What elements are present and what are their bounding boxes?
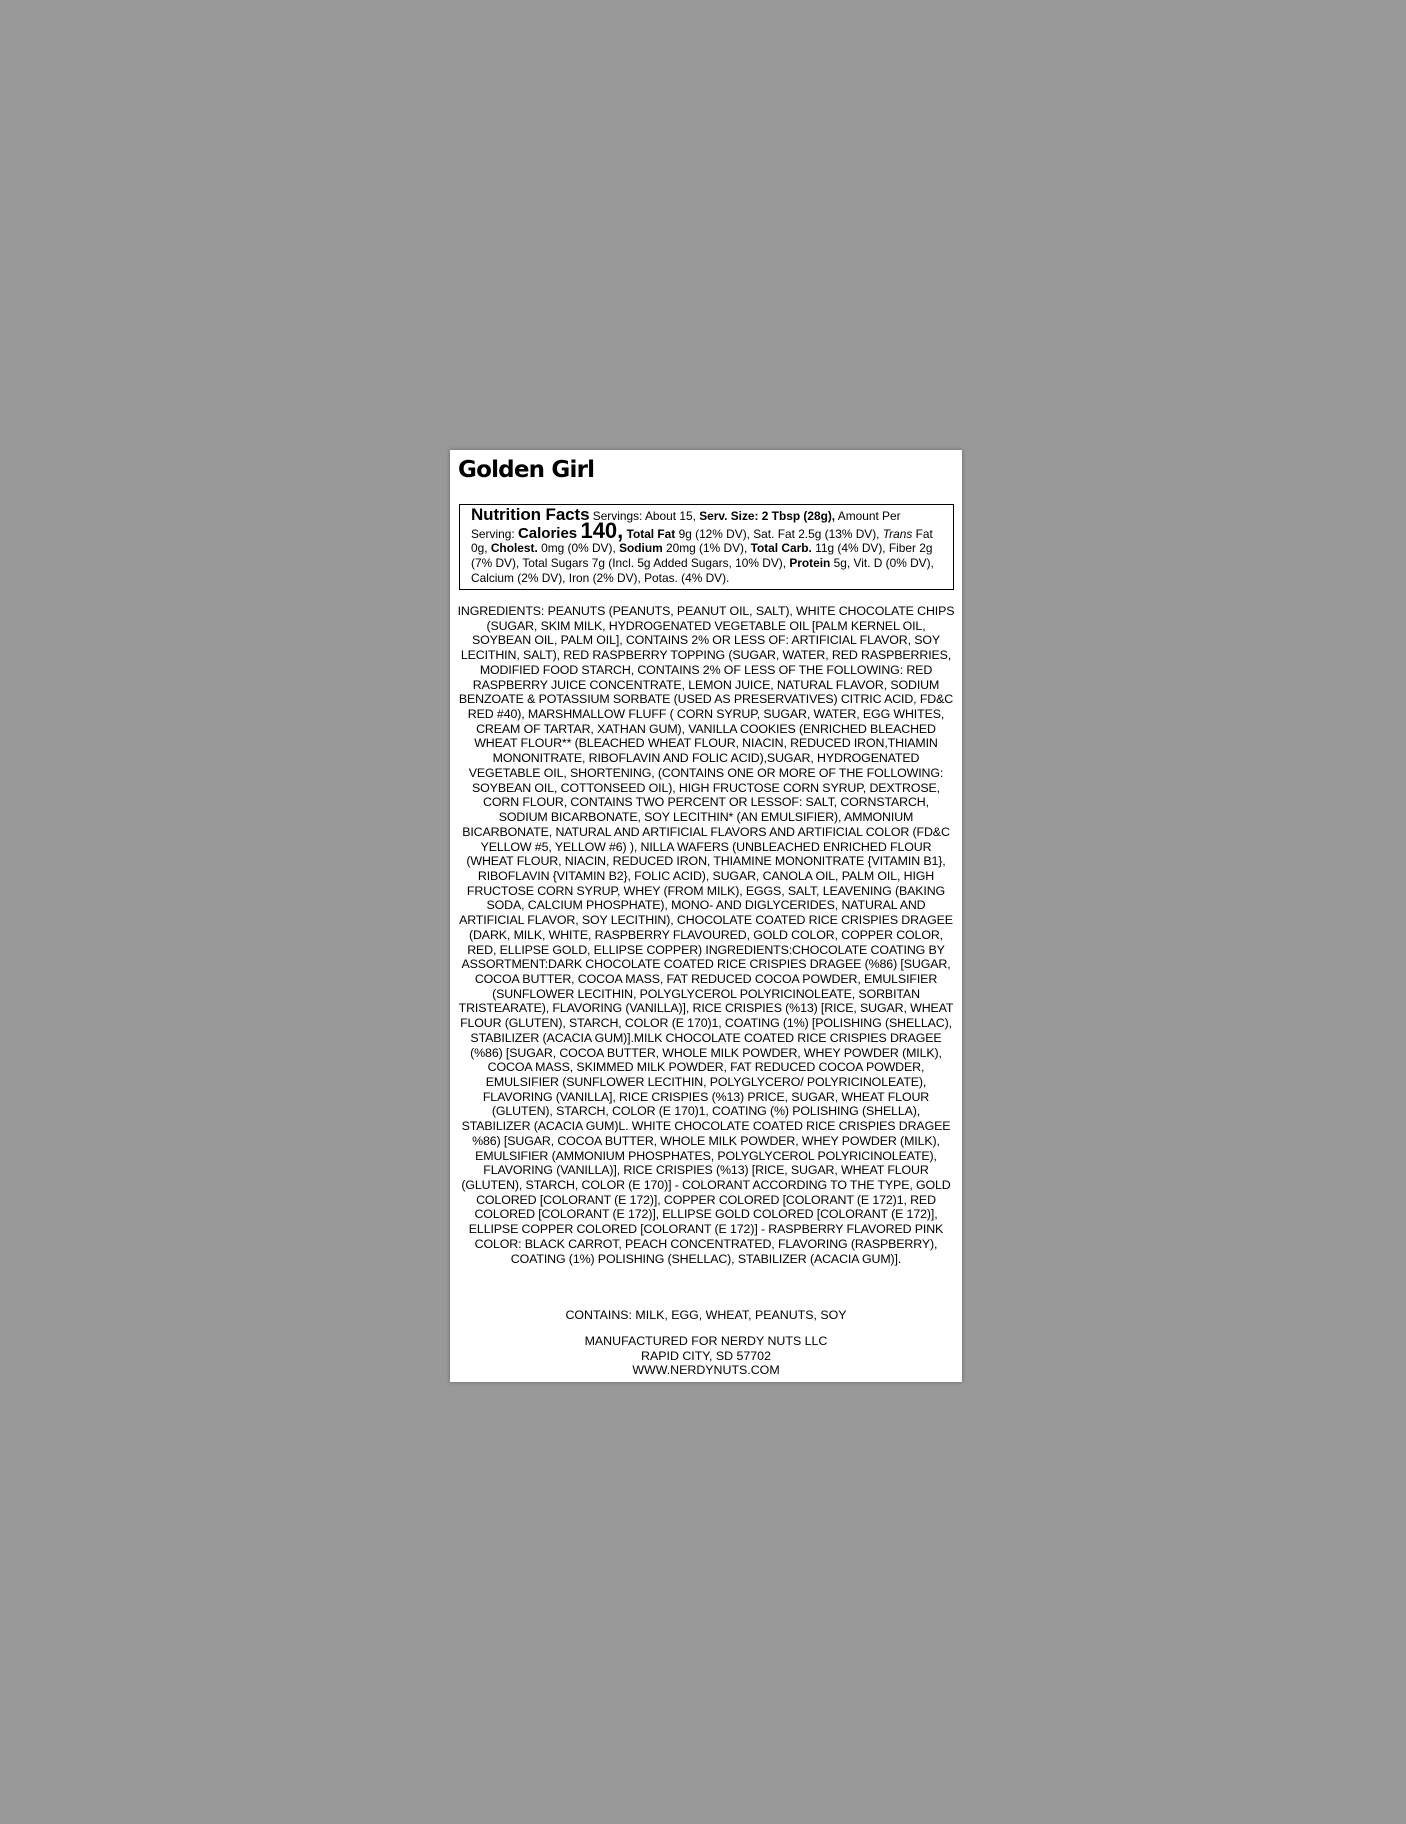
product-title: Golden Girl <box>458 457 595 483</box>
ingredients-text: INGREDIENTS: PEANUTS (PEANUTS, PEANUT OIL, SALT), WHITE CHOCOLATE CHIPS (SUGAR, SKIM MILK, HYDROGENATED VEGETABLE OIL [PALM KERNEL OIL, SOYBEAN OIL, PALM OIL], CONTAINS 2% OR LESS OF: ARTIFICIAL FLAVOR, SOY LECITHIN, SALT), RED RASPBERRY TOPPING (SUGAR, WATER, RED RASPBERRIES, MODIFIED FOOD STARCH, CONTAINS 2% OF LESS OF THE FOLLOWING: RED RASPBERRY JUICE CONCENTRATE, LEMON JUICE, NATURAL FLAVOR, SODIUM BENZOATE & POTASSIUM SORBATE (USED AS PRESERVATIVES) CITRIC ACID, FD&C RED #40), MARSHMALLOW FLUFF ( CORN SYRUP, SUGAR, WATER, EGG WHITES, CREAM OF TARTAR, XATHAN GUM), VANILLA COOKIES (ENRICHED BLEACHED WHEAT FLOUR** (BLEACHED WHEAT FLOUR, NIACIN, REDUCED IRON,THIAMIN MONONITRATE, RIBOFLAVIN AND FOLIC ACID),SUGAR, HYDROGENATED VEGETABLE OIL, SHORTENING, (CONTAINS ONE OR MORE OF THE FOLLOWING: SOYBEAN OIL, COTTONSEED OIL), HIGH FRUCTOSE CORN SYRUP, DEXTROSE, CORN FLOUR, CONTAINS TWO PERCENT OR LESSOF: SALT, CORNSTARCH, SODIUM BICARBONATE, SOY LECITHIN* (AN EMULSIFIER), AMMONIUM BICARBONATE, NATURAL AND ARTIFICIAL FLAVORS AND ARTIFICIAL COLOR (FD&C YELLOW #5, YELLOW #6) ), NILLA WAFERS (UNBLEACHED ENRICHED FLOUR (WHEAT FLOUR, NIACIN, REDUCED IRON, THIAMINE MONONITRATE {VITAMIN B1}, RIBOFLAVIN {VITAMIN B2}, FOLIC ACID), SUGAR, CANOLA OIL, PALM OIL, HIGH FRUCTOSE CORN SYRUP, WHEY (FROM MILK), EGGS, SALT, LEAVENING (BAKING SODA, CALCIUM PHOSPHATE), MONO- AND DIGLYCERIDES, NATURAL AND ARTIFICIAL FLAVOR, SOY LECITHIN), CHOCOLATE COATED RICE CRISPIES DRAGEE (DARK, MILK, WHITE, RASPBERRY FLAVOURED, GOLD COLOR, COPPER COLOR, RED, ELLIPSE GOLD, ELLIPSE COPPER) INGREDIENTS:CHOCOLATE COATING BY ASSORTMENT:DARK CHOCOLATE COATED RICE CRISPIES DRAGEE (%86) [SUGAR, COCOA BUTTER, COCOA MASS, FAT REDUCED COCOA POWDER, EMULSIFIER (SUNFLOWER LECITHIN, POLYGLYCEROL POLYRICINOLEATE, SORBITAN TRISTEARATE), FLAVORING (VANILLA)], RICE CRISPIES (%13) [RICE, SUGAR, WHEAT FLOUR (GLUTEN), STARCH, COLOR (E 170)1, COATING (1%) [POLISHING (SHELLAC), STABILIZER (ACACIA GUM)].MILK CHOCOLATE COATED RICE CRISPIES DRAGEE (%86) [SUGAR, COCOA BUTTER, WHOLE MILK POWDER, WHEY POWDER (MILK), COCOA MASS, SKIMMED MILK POWDER, FAT REDUCED COCOA POWDER, EMULSIFIER (SUNFLOWER LECITHIN, POLYGLYCERO/ POLYRICINOLEATE), FLAVORING (VANILLA], RICE CRISPIES (%13) PRICE, SUGAR, WHEAT FLOUR (GLUTEN), STARCH, COLOR (E 170)1, COATING (%) POLISHING (SHELLA), STABILIZER (ACACIA GUM)L. WHITE CHOCOLATE COATED RICE CRISPIES DRAGEE %86) [SUGAR, COCOA BUTTER, WHOLE MILK POWDER, WHEY POWDER (MILK), EMULSIFIER (AMMONIUM PHOSPHATES, POLYGLYCEROL POLYRICINOLEATE), FLAVORING (VANILLA)], RICE CRISPIES (%13) [RICE, SUGAR, WHEAT FLOUR (GLUTEN), STARCH, COLOR (E 170)] - COLORANT ACCORDING TO THE TYPE, GOLD COLORED [COLORANT (E 172)], COPPER COLORED [COLORANT (E 172)1, RED COLORED [COLORANT (E 172)], ELLIPSE GOLD COLORED [COLORANT (E 172)], ELLIPSE COPPER COLORED [COLORANT (E 172)] - RASPBERRY FLAVORED PINK COLOR: BLACK CARROT, PEACH CONCENTRATED, FLAVORING (RASPBERRY), COATING (1%) POLISHING (SHELLAC), STABILIZER (ACACIA GUM)]. <box>457 604 955 1266</box>
allergen-statement: CONTAINS: MILK, EGG, WHEAT, PEANUTS, SOY <box>565 1308 847 1322</box>
sodium-value: 20mg (1% DV), <box>665 541 748 556</box>
product-label <box>450 450 962 1382</box>
calories-value: 140, <box>580 517 624 543</box>
manufacturer-address: RAPID CITY, SD 57702 <box>641 1348 771 1363</box>
cholesterol-label: Cholest. <box>490 541 538 556</box>
total-fat-value: 9g (12% DV), Sat. Fat 2.5g (13% DV), <box>678 526 880 541</box>
manufacturer-info <box>457 1334 955 1378</box>
trans-value: Fat 0g, <box>471 526 933 556</box>
manufacturer-website: WWW.NERDYNUTS.COM <box>632 1363 780 1378</box>
manufacturer-name: MANUFACTURED FOR NERDY NUTS LLC <box>584 1334 828 1348</box>
protein-value: 5g, Vit. D (0% DV), Calcium (2% DV), Iron (2% DV), Potas. (4% DV). <box>471 556 934 585</box>
trans-label: Trans <box>882 526 913 541</box>
total-carb-label: Total Carb. <box>750 541 812 556</box>
amount-per-serving-text: Amount Per Serving: <box>471 509 901 541</box>
protein-label: Protein <box>789 556 831 571</box>
total-fat-label: Total Fat <box>626 526 676 541</box>
total-carb-value: 11g (4% DV), Fiber 2g (7% DV), Total Sugars 7g (Incl. 5g Added Sugars, 10% DV), <box>471 541 933 571</box>
nutrition-facts-box <box>459 504 954 590</box>
nutrition-facts-heading: Nutrition Facts <box>471 505 590 524</box>
cholesterol-value: 0mg (0% DV), <box>541 541 616 556</box>
calories-label: Calories <box>517 524 578 542</box>
sodium-label: Sodium <box>619 541 663 556</box>
serving-size-text: Serv. Size: 2 Tbsp (28g), <box>699 509 836 523</box>
servings-text: Servings: About 15, <box>592 509 696 523</box>
